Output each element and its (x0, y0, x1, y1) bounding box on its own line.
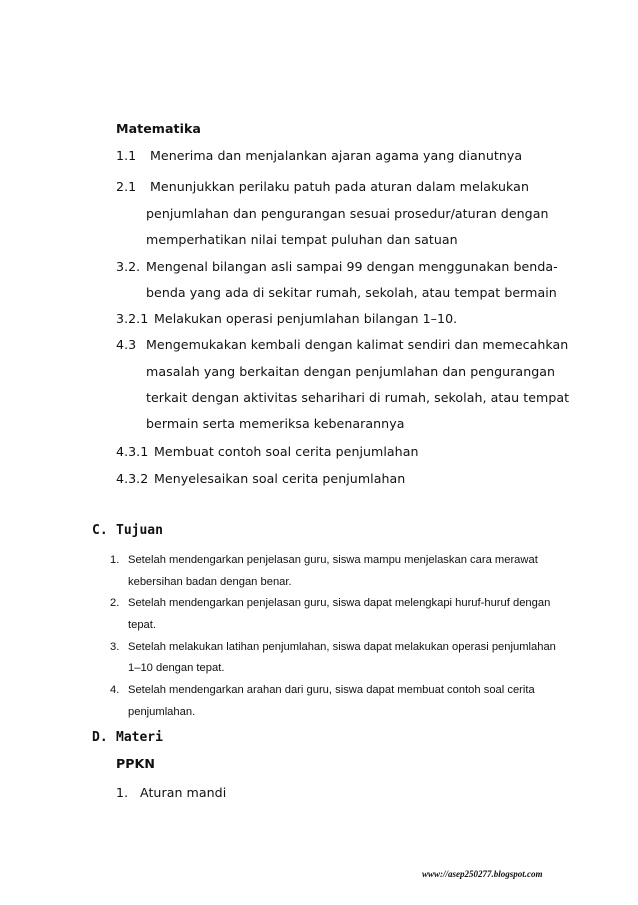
list-item-number: 2. (110, 597, 120, 609)
competency-number: 1.1 (116, 148, 137, 163)
list-item-number: 4. (110, 684, 120, 696)
list-item-text: Setelah mendengarkan penjelasan guru, siswa dapat melengkapi huruf-huruf dengan (128, 597, 551, 609)
competency-text: Menerima dan menjalankan ajaran agama yang dianutnya (150, 148, 523, 163)
list-item-text: Setelah melakukan latihan penjumlahan, siswa dapat melakukan operasi penjumlahan (128, 641, 556, 653)
competency-text: terkait dengan aktivitas seharihari di rumah, sekolah, atau tempat (146, 390, 570, 405)
competency-number: 4.3 (116, 337, 137, 352)
list-item-text: kebersihan badan dengan benar. (128, 576, 292, 588)
competency-text: Menyelesaikan soal cerita penjumlahan (154, 471, 406, 486)
competency-number: 3.2. (116, 259, 141, 274)
competency-text: masalah yang berkaitan dengan penjumlahan dan pengurangan (146, 364, 556, 379)
section-title: Tujuan (116, 523, 163, 538)
competency-text: benda yang ada di sekitar rumah, sekolah, atau tempat bermain (146, 285, 557, 300)
competency-text: Membuat contoh soal cerita penjumlahan (154, 444, 419, 459)
competency-number: 4.3.1 (116, 444, 149, 459)
matematika-title: Matematika (116, 121, 201, 136)
list-item-text: Setelah mendengarkan penjelasan guru, siswa mampu menjelaskan cara merawat (128, 554, 538, 566)
section-label: C. (92, 523, 108, 538)
list-item-text: penjumlahan. (128, 706, 196, 718)
section-label: D. (92, 730, 108, 745)
competency-text: Mengenal bilangan asli sampai 99 dengan menggunakan benda- (146, 259, 558, 274)
subject-title: PPKN (116, 756, 155, 771)
footer-url: www://asep250277.blogspot.com (422, 869, 543, 879)
competency-text: Mengemukakan kembali dengan kalimat sendiri dan memecahkan (146, 337, 569, 352)
section-title: Materi (116, 730, 163, 745)
competency-text: bermain serta memeriksa kebenarannya (146, 416, 405, 431)
competency-text: memperhatikan nilai tempat puluhan dan satuan (146, 232, 458, 247)
list-item-number: 3. (110, 641, 120, 653)
competency-number: 4.3.2 (116, 471, 149, 486)
list-item-number: 1. (110, 554, 120, 566)
competency-number: 3.2.1 (116, 311, 149, 326)
list-item-number: 1. (116, 785, 129, 800)
list-item-text: Aturan mandi (140, 785, 227, 800)
competency-text: penjumlahan dan pengurangan sesuai prosedur/aturan dengan (146, 206, 549, 221)
competency-text: Melakukan operasi penjumlahan bilangan 1–10. (154, 311, 458, 326)
list-item-text: Setelah mendengarkan arahan dari guru, siswa dapat membuat contoh soal cerita (128, 684, 535, 696)
competency-number: 2.1 (116, 179, 137, 194)
competency-text: Menunjukkan perilaku patuh pada aturan dalam melakukan (150, 179, 529, 194)
list-item-text: tepat. (128, 619, 156, 631)
list-item-text: 1–10 dengan tepat. (128, 662, 225, 674)
